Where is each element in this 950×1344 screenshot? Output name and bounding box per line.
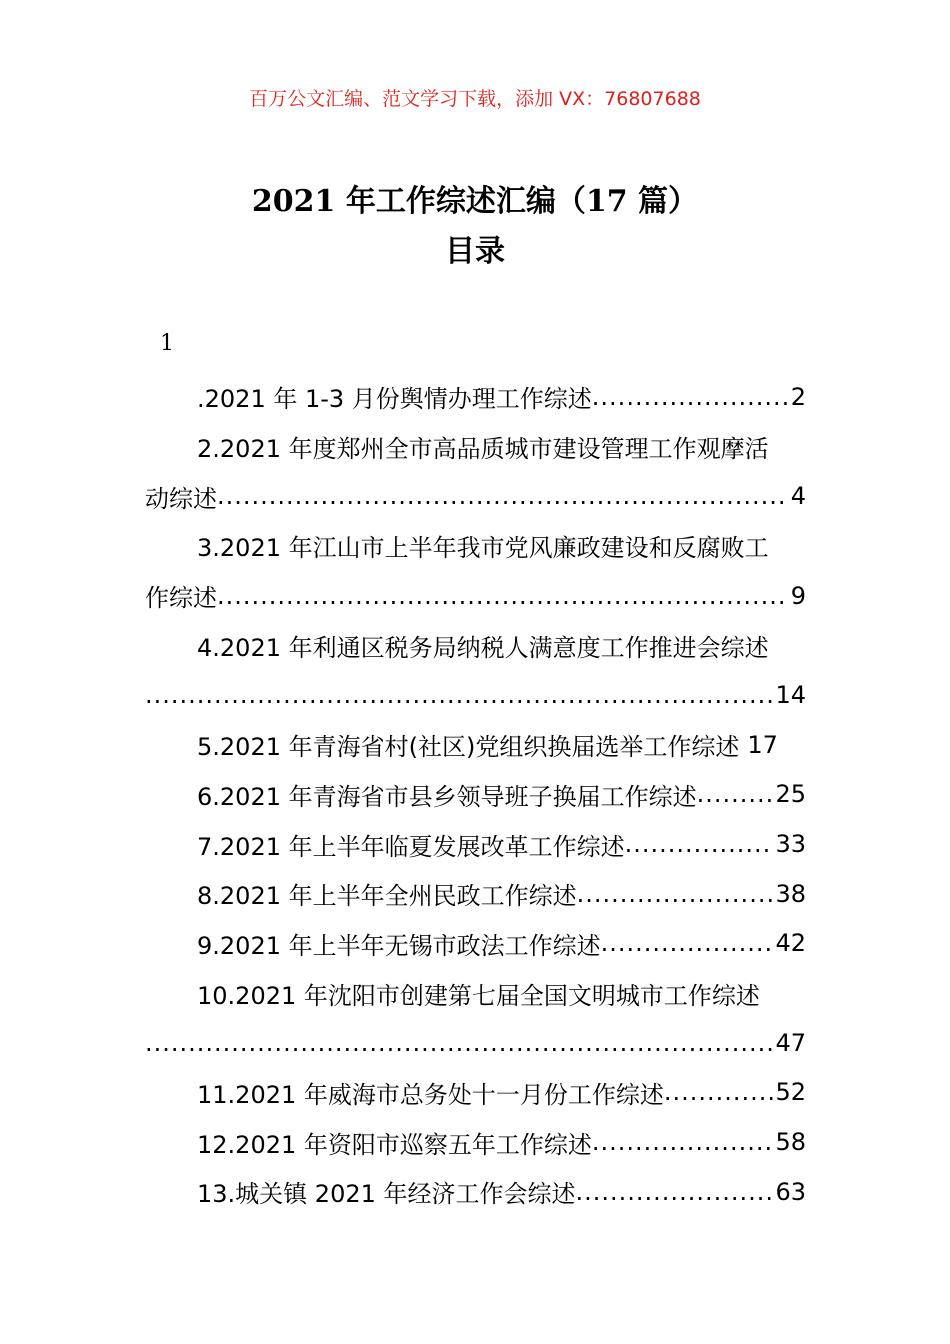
toc-entry-page: 63 — [775, 1177, 806, 1206]
toc-entry-page: 58 — [775, 1128, 806, 1157]
toc-entry[interactable] — [145, 919, 806, 969]
toc-leader-dots — [217, 482, 789, 510]
toc-entry-title: 5.2021 年青海省村(社区)党组织换届选举工作综述 — [197, 733, 740, 762]
toc-leader-dots — [145, 1029, 773, 1057]
toc-leader-dots — [592, 1128, 774, 1156]
toc-leader-dots — [577, 880, 774, 908]
toc-entry-title: 2.2021 年度郑州全市高品质城市建设管理工作观摩活 — [197, 435, 769, 464]
toc-entry-title-cont: 作综述 — [145, 584, 217, 613]
toc-entry-page: 42 — [775, 929, 806, 958]
toc-leader-dots — [601, 929, 774, 957]
toc-entry-title: 8.2021 年上半年全州民政工作综述 — [197, 882, 577, 911]
toc-entry-title: 9.2021 年上半年无锡市政法工作综述 — [197, 931, 601, 960]
toc-leader-dots — [625, 830, 774, 858]
header-note: 百万公文汇编、范文学习下载，添加 VX：76807688 — [249, 88, 701, 110]
toc-entry-title: 6.2021 年青海省市县乡领导班子换届工作综述 — [197, 782, 697, 811]
toc-heading: 目录 — [445, 234, 505, 269]
toc-entry-page: 52 — [775, 1078, 806, 1107]
toc-entry-title: 11.2021 年威海市总务处十一月份工作综述 — [197, 1080, 664, 1109]
toc-entry-page: 38 — [775, 879, 806, 908]
toc-entry[interactable] — [145, 521, 806, 571]
toc-entry-title: 10.2021 年沈阳市创建第七届全国文明城市工作综述 — [197, 981, 760, 1010]
toc-entry[interactable] — [145, 968, 806, 1018]
toc-entry-page: 4 — [790, 482, 806, 511]
table-of-contents — [145, 372, 806, 1217]
toc-entry-page: 25 — [775, 780, 806, 809]
toc-entry-title: 7.2021 年上半年临夏发展改革工作综述 — [197, 832, 625, 861]
document-title: 2021 年工作综述汇编（17 篇） — [251, 184, 699, 219]
toc-number: 1 — [160, 331, 174, 356]
toc-entry-page: 33 — [775, 830, 806, 859]
toc-entry-continuation[interactable] — [145, 571, 806, 621]
toc-entry-title-cont: 动综述 — [145, 484, 217, 513]
toc-leader-dots — [217, 582, 789, 610]
toc-entry-page: 47 — [775, 1028, 806, 1057]
toc-leader-dots — [664, 1078, 774, 1106]
toc-entry-page: 14 — [775, 680, 806, 709]
toc-entry-title: 4.2021 年利通区税务局纳税人满意度工作推进会综述 — [197, 633, 769, 662]
toc-entry-page: 17 — [747, 730, 778, 759]
toc-leader-dots — [145, 681, 773, 709]
toc-entry-title: 13.城关镇 2021 年经济工作会综述 — [197, 1180, 576, 1209]
toc-leader-dots — [592, 383, 789, 411]
toc-entry-page: 2 — [790, 382, 806, 411]
toc-entry-continuation[interactable] — [145, 670, 806, 720]
toc-entry-title: 3.2021 年江山市上半年我市党风廉政建设和反腐败工 — [197, 534, 769, 563]
toc-entry[interactable] — [145, 422, 806, 472]
toc-entry[interactable] — [145, 819, 806, 869]
toc-entry[interactable] — [145, 770, 806, 820]
toc-entry[interactable] — [145, 1117, 806, 1167]
toc-entry-title: .2021 年 1-3 月份舆情办理工作综述 — [197, 385, 592, 414]
toc-entry[interactable] — [145, 620, 806, 670]
toc-entry[interactable] — [145, 372, 806, 422]
toc-leader-dots — [576, 1178, 774, 1206]
toc-entry[interactable] — [145, 1167, 806, 1217]
toc-entry-continuation[interactable] — [145, 471, 806, 521]
toc-leader-dots — [697, 780, 774, 808]
toc-entry-continuation[interactable] — [145, 1018, 806, 1068]
toc-entry[interactable] — [145, 720, 806, 770]
toc-entry-page: 9 — [790, 581, 806, 610]
toc-entry[interactable] — [145, 869, 806, 919]
toc-entry[interactable] — [145, 1068, 806, 1118]
toc-entry-title: 12.2021 年资阳市巡察五年工作综述 — [197, 1130, 592, 1159]
